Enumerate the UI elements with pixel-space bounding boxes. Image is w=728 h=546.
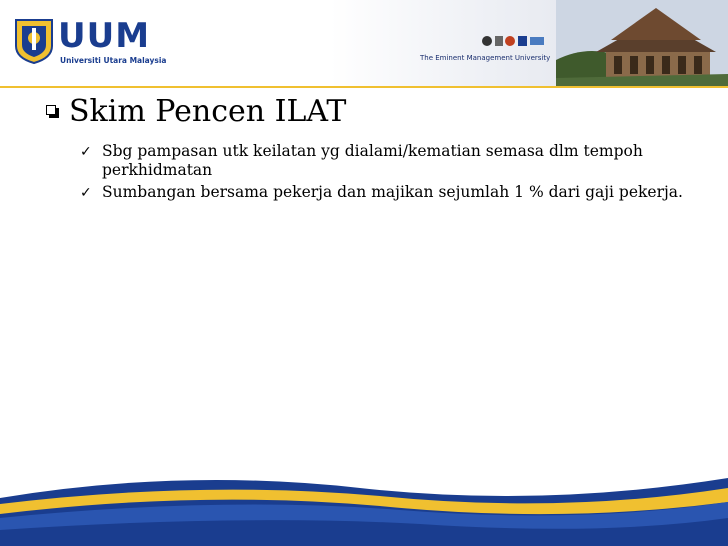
list-item-text: Sumbangan bersama pekerja dan majikan sejumlah 1 % dari gaji pekerja. xyxy=(102,183,683,201)
check-icon: ✓ xyxy=(80,144,92,160)
slide-title-row xyxy=(46,94,346,129)
uum-logo xyxy=(14,10,234,70)
list-item xyxy=(78,142,698,180)
campus-building-image xyxy=(556,0,728,88)
slide-title: Skim Pencen ILAT xyxy=(69,94,347,129)
tagline: The Eminent Management University xyxy=(420,54,551,62)
check-icon: ✓ xyxy=(80,185,92,201)
slide-header xyxy=(0,0,728,88)
header-divider xyxy=(0,86,728,88)
logo-subtitle: Universiti Utara Malaysia xyxy=(60,56,167,65)
footer-waves xyxy=(0,458,728,546)
list-item-text: Sbg pampasan utk keilatan yg dialami/kematian semasa dlm tempoh perkhidmatan xyxy=(102,142,643,179)
bullet-list xyxy=(78,142,698,205)
square-bullet-icon xyxy=(46,105,59,118)
award-badges-icon xyxy=(482,33,546,49)
list-item xyxy=(78,183,698,202)
crest-icon xyxy=(14,18,54,64)
logo-text: UUM xyxy=(58,16,151,56)
